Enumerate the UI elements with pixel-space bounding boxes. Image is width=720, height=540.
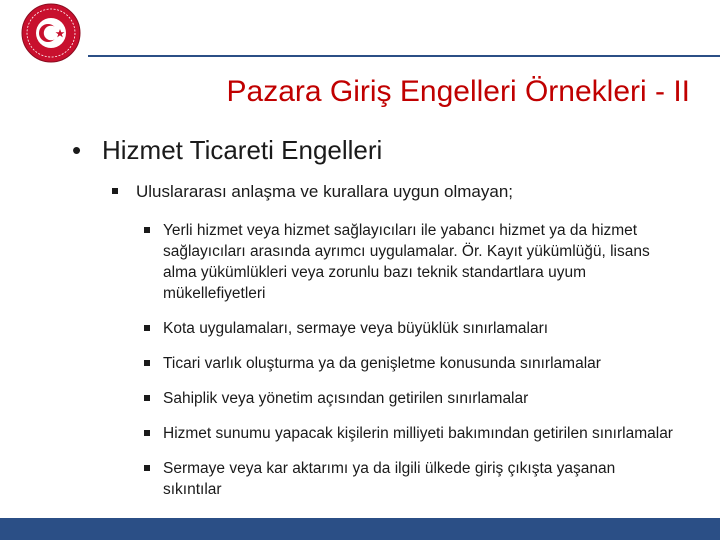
list-item-text: Sermaye veya kar aktarımı ya da ilgili ülkede giriş çıkışta yaşanan sıkıntılar (163, 460, 616, 498)
square-bullet-icon (144, 430, 150, 436)
list-item (144, 220, 674, 304)
list-item-text: Yerli hizmet veya hizmet sağlayıcıları ile yabancı hizmet ya da hizmet sağlayıcıları arasında ayrımcı uygulamalar. Ör. Kayıt yükümlüğü, lisans alma yükümlükleri veya zorunlu bazı teknik standartlara uyum mükellefiyetleri (163, 222, 650, 302)
square-bullet-icon (112, 188, 118, 194)
list-item (144, 388, 674, 409)
list-item-text: Hizmet sunumu yapacak kişilerin milliyeti bakımından getirilen sınırlamalar (163, 425, 673, 442)
square-bullet-icon (144, 360, 150, 366)
header-rule (88, 55, 720, 57)
square-bullet-icon (144, 395, 150, 401)
list-item (144, 318, 674, 339)
square-bullet-icon (144, 465, 150, 471)
slide-title: Pazara Giriş Engelleri Örnekleri - II (226, 75, 690, 108)
list-item (144, 353, 674, 374)
detail-list (144, 220, 674, 514)
list-item-text: Kota uygulamaları, sermaye veya büyüklük sınırlamaları (163, 320, 549, 337)
bullet-dot-icon: • (72, 135, 82, 165)
main-bullet-text: Hizmet Ticareti Engelleri (102, 135, 383, 165)
list-item (144, 458, 674, 500)
ministry-seal-icon (20, 2, 82, 64)
sub-bullet-text: Uluslararası anlaşma ve kurallara uygun olmayan; (136, 182, 514, 201)
square-bullet-icon (144, 325, 150, 331)
list-item-text: Sahiplik veya yönetim açısından getirilen sınırlamalar (163, 390, 529, 407)
list-item-text: Ticari varlık oluşturma ya da genişletme konusunda sınırlamalar (163, 355, 601, 372)
footer-bar (0, 518, 720, 540)
square-bullet-icon (144, 227, 150, 233)
list-item (144, 423, 674, 444)
